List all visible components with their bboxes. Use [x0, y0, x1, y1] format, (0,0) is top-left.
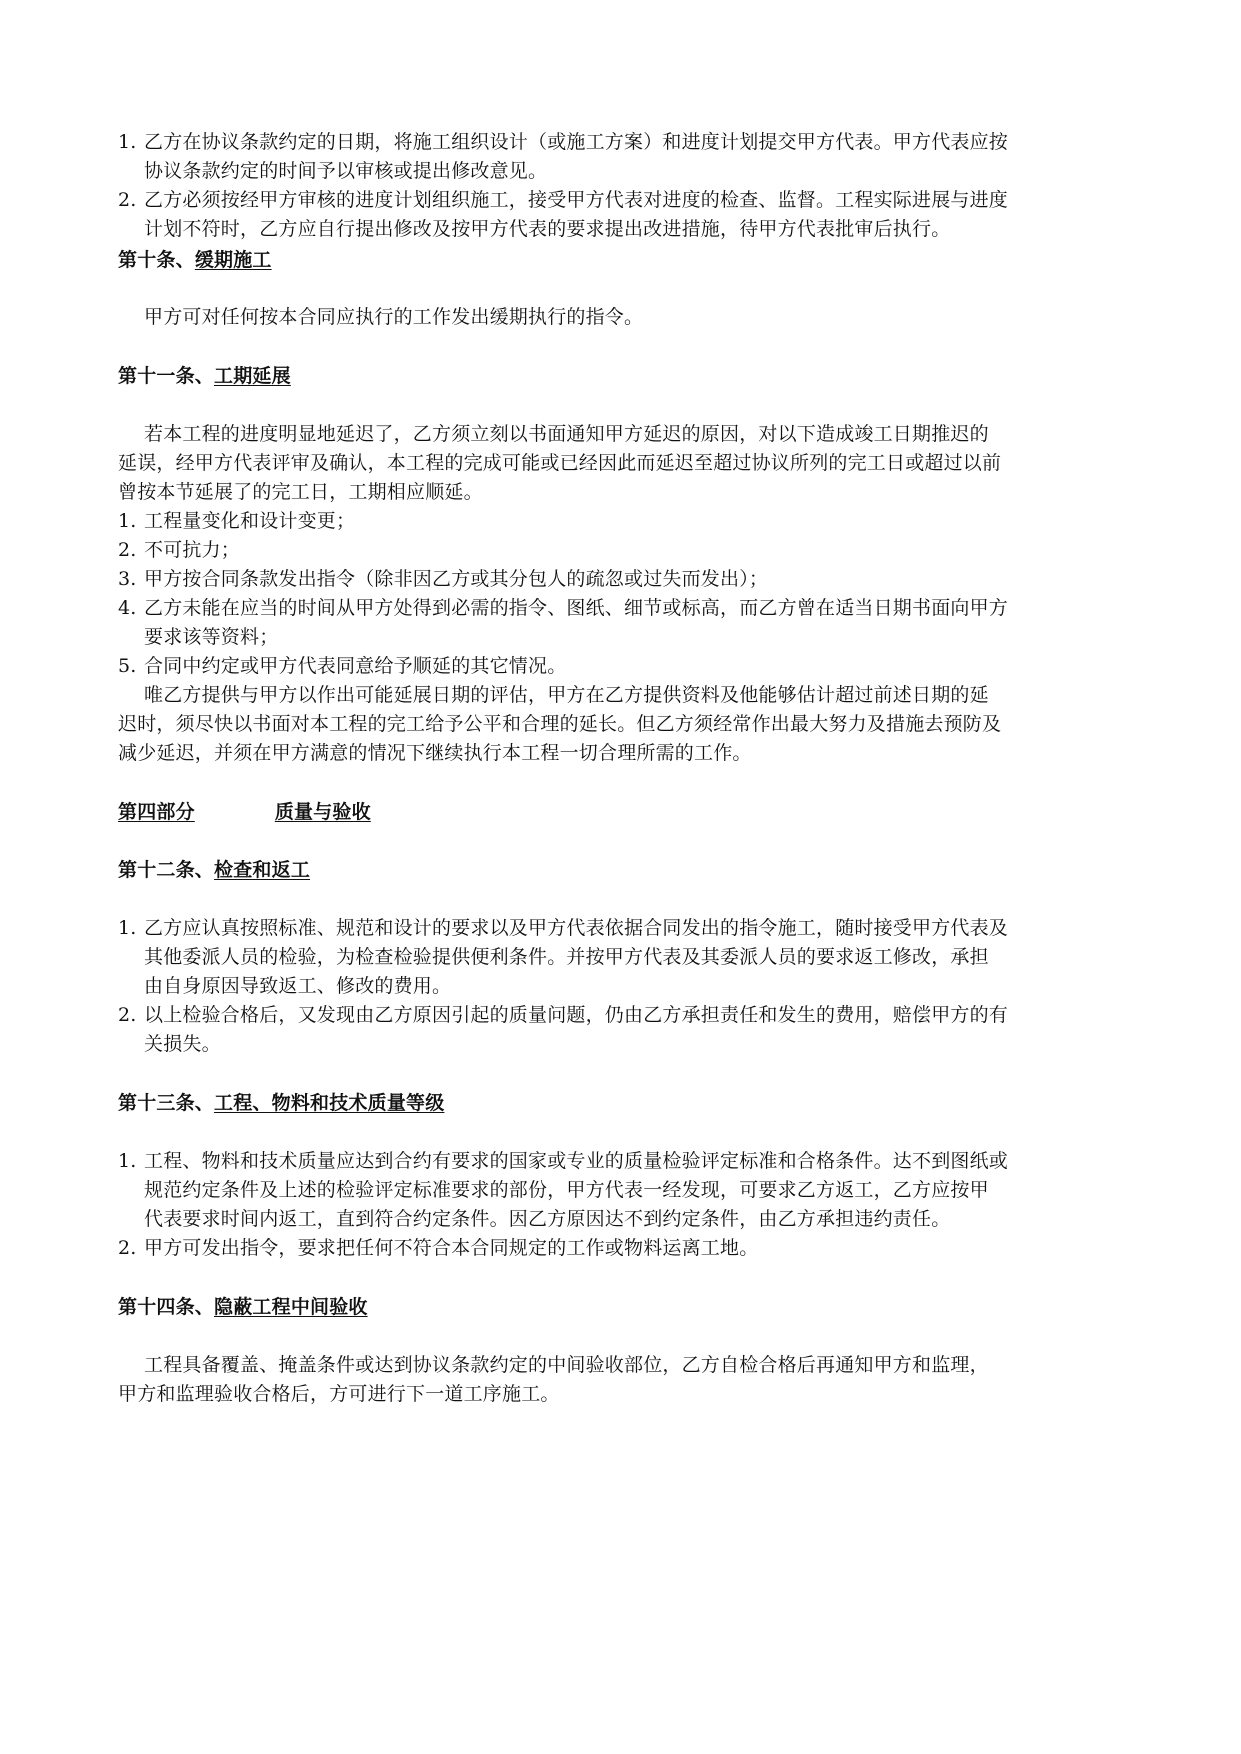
section-heading: 第十三条、工程、物料和技术质量等级 — [118, 1092, 445, 1114]
list-item-continuation: 要求该等资料； — [144, 626, 279, 648]
list-item: 1. 工程量变化和设计变更； — [118, 510, 356, 532]
paragraph-line: 迟时，须尽快以书面对本工程的完工给予公平和合理的延长。但乙方须经常作出最大努力及措施去预防及 — [118, 713, 1002, 735]
section-heading: 第十一条、工期延展 — [118, 365, 291, 387]
list-item-continuation: 计划不符时，乙方应自行提出修改及按甲方代表的要求提出改进措施，待甲方代表批审后执行。 — [144, 218, 951, 240]
list-item: 1. 乙方在协议条款约定的日期，将施工组织设计（或施工方案）和进度计划提交甲方代表。甲方代表应按 — [118, 131, 1009, 153]
list-item-continuation: 规范约定条件及上述的检验评定标准要求的部份，甲方代表一经发现，可要求乙方返工，乙方应按甲 — [144, 1179, 989, 1201]
list-item-continuation: 由自身原因导致返工、修改的费用。 — [144, 975, 452, 997]
section-heading: 第十条、缓期施工 — [118, 249, 272, 271]
list-item: 2. 以上检验合格后，又发现由乙方原因引起的质量问题，仍由乙方承担责任和发生的费用，赔偿甲方的有 — [118, 1004, 1009, 1026]
paragraph-line: 减少延迟，并须在甲方满意的情况下继续执行本工程一切合理所需的工作。 — [118, 742, 752, 764]
list-item: 1. 乙方应认真按照标准、规范和设计的要求以及甲方代表依据合同发出的指令施工，随时接受甲方代表及 — [118, 917, 1009, 939]
paragraph-line: 唯乙方提供与甲方以作出可能延展日期的评估，甲方在乙方提供资料及他能够估计超过前述日期的延 — [144, 684, 989, 706]
list-item: 2. 乙方必须按经甲方审核的进度计划组织施工，接受甲方代表对进度的检查、监督。工程实际进展与进度 — [118, 189, 1009, 211]
list-item: 2. 不可抗力； — [118, 539, 241, 561]
list-item: 1. 工程、物料和技术质量应达到合约有要求的国家或专业的质量检验评定标准和合格条件。达不到图纸或 — [118, 1150, 1009, 1172]
list-item-continuation: 代表要求时间内返工，直到符合约定条件。因乙方原因达不到约定条件，由乙方承担违约责任。 — [144, 1208, 951, 1230]
paragraph-line: 若本工程的进度明显地延迟了，乙方须立刻以书面通知甲方延迟的原因，对以下造成竣工日期推迟的 — [144, 423, 989, 445]
list-item: 2. 甲方可发出指令，要求把任何不符合本合同规定的工作或物料运离工地。 — [118, 1237, 759, 1259]
paragraph-line: 延误，经甲方代表评审及确认，本工程的完成可能或已经因此而延迟至超过协议所列的完工日或超过以前 — [118, 452, 1002, 474]
list-item: 5. 合同中约定或甲方代表同意给予顺延的其它情况。 — [118, 655, 567, 677]
part-heading: 第四部分 质量与验收 — [118, 801, 371, 823]
list-item: 4. 乙方未能在应当的时间从甲方处得到必需的指令、图纸、细节或标高，而乙方曾在适当日期书面向甲方 — [118, 597, 1009, 619]
list-item: 3. 甲方按合同条款发出指令（除非因乙方或其分包人的疏忽或过失而发出）； — [118, 568, 769, 590]
paragraph-line: 工程具备覆盖、掩盖条件或达到协议条款约定的中间验收部位，乙方自检合格后再通知甲方和监理， — [144, 1354, 989, 1376]
paragraph-line: 曾按本节延展了的完工日，工期相应顺延。 — [118, 481, 483, 503]
list-item-continuation: 关损失。 — [144, 1033, 221, 1055]
list-item-continuation: 其他委派人员的检验，为检查检验提供便利条件。并按甲方代表及其委派人员的要求返工修改，承担 — [144, 946, 989, 968]
section-heading: 第十四条、隐蔽工程中间验收 — [118, 1296, 368, 1318]
paragraph-line: 甲方和监理验收合格后，方可进行下一道工序施工。 — [118, 1383, 560, 1405]
section-heading: 第十二条、检查和返工 — [118, 859, 311, 881]
paragraph: 甲方可对任何按本合同应执行的工作发出缓期执行的指令。 — [144, 306, 644, 328]
list-item-continuation: 协议条款约定的时间予以审核或提出修改意见。 — [144, 160, 548, 182]
